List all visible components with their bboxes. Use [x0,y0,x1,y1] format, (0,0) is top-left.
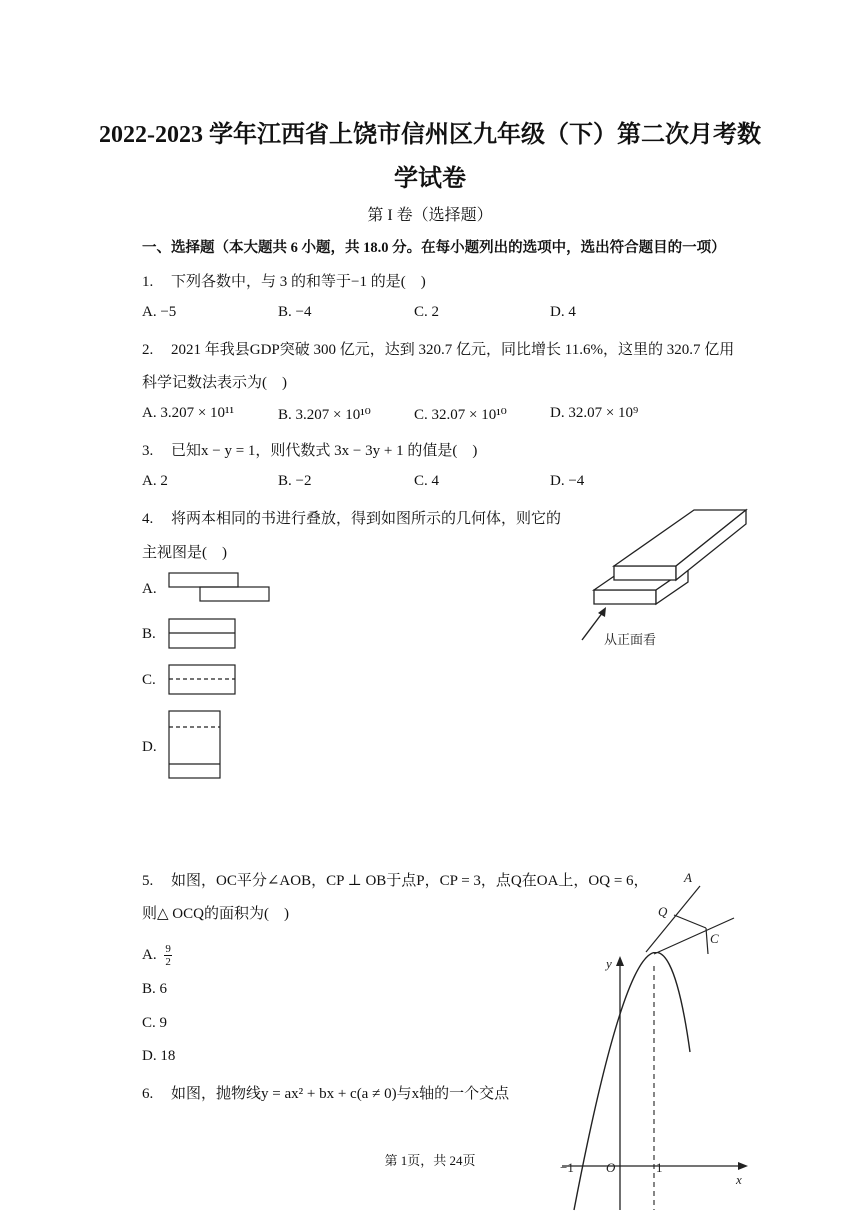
question-text-cont: 科学记数法表示为( ) [142,375,287,391]
page-title-cont: 学试卷 [394,166,466,192]
question-text: 如图，抛物线y = ax² + bx + c(a ≠ 0)与x轴的一个交点 [171,1086,510,1102]
question-1 [142,270,426,291]
option-c[interactable]: C. 32.07 × 10¹⁰ [414,407,507,423]
neg-one-label: −1 [560,1160,574,1175]
question-text: 2021 年我县GDP突破 300 亿元，达到 320.7 亿元，同比增长 11.6%，这里的 320.7 亿用 [171,342,735,358]
option-a-label: A. [142,946,157,963]
question-text: 将两本相同的书进行叠放，得到如图所示的几何体，则它的 [171,511,562,527]
question-4 [142,507,561,528]
question-number: 5. [142,873,154,889]
question-2 [142,338,734,359]
option-a[interactable]: A. [142,581,157,597]
option-a[interactable] [142,943,172,968]
question-number: 4. [142,511,154,527]
angle-bisector-figure [640,866,740,956]
option-c-figure [166,662,240,698]
option-d[interactable]: D. 18 [142,1048,176,1064]
parabola-figure [556,952,750,1214]
section-heading: 一、选择题（本大题共 6 小题，共 18.0 分。在每小题列出的选项中，选出符合题目的一项） [142,240,726,256]
volume-label: 第 I 卷（选择题） [367,207,493,224]
question-text: 已知x − y = 1，则代数式 3x − 3y + 1 的值是( ) [171,443,478,459]
option-d-figure [166,708,226,782]
question-number: 3. [142,443,154,459]
stacked-books-figure [576,504,754,650]
option-b[interactable]: B. −2 [278,473,312,489]
option-b[interactable]: B. −4 [278,304,312,320]
fraction [164,943,172,968]
fraction-denominator: 2 [165,956,171,968]
point-a-label: A [684,870,692,885]
option-b[interactable]: B. 3.207 × 10¹⁰ [278,407,371,423]
option-d[interactable]: D. −4 [550,473,585,489]
option-c[interactable]: C. 2 [414,304,440,320]
page-footer: 第 1页，共 24页 [384,1153,476,1168]
fraction-numerator: 9 [165,943,171,955]
option-d[interactable]: D. 4 [550,304,576,320]
one-label: 1 [656,1160,663,1175]
option-d[interactable]: D. [142,739,157,755]
question-text: 下列各数中，与 3 的和等于−1 的是( ) [171,274,426,290]
question-text-cont: 主视图是( ) [142,545,227,561]
x-axis-label: x [736,1172,742,1187]
question-6 [142,1082,509,1103]
option-a[interactable]: A. −5 [142,304,177,320]
question-5 [142,869,649,890]
option-c[interactable]: C. 4 [414,473,440,489]
point-q-label: Q [658,904,668,919]
question-number: 1. [142,274,154,290]
option-a-figure [166,570,276,606]
question-text-cont: 则△ OCQ的面积为( ) [142,906,289,922]
y-axis-label: y [606,956,612,971]
option-c[interactable]: C. [142,672,156,688]
option-a[interactable]: A. 2 [142,473,168,489]
figure-caption: 从正面看 [604,632,657,647]
option-b[interactable]: B. 6 [142,981,168,997]
question-number: 2. [142,342,154,358]
option-d[interactable]: D. 32.07 × 10⁹ [550,405,639,421]
page-title: 2022-2023 学年江西省上饶市信州区九年级（下）第二次月考数 [99,122,761,148]
origin-label: O [606,1160,616,1175]
point-c-label: C [710,931,719,946]
question-text: 如图，OC平分∠AOB，CP ⊥ OB于点P，CP = 3，点Q在OA上，OQ = 6， [171,873,649,889]
question-3 [142,439,477,460]
question-number: 6. [142,1086,154,1102]
option-b-figure [166,616,240,652]
option-c[interactable]: C. 9 [142,1015,168,1031]
option-b[interactable]: B. [142,626,156,642]
option-a[interactable]: A. 3.207 × 10¹¹ [142,405,235,421]
